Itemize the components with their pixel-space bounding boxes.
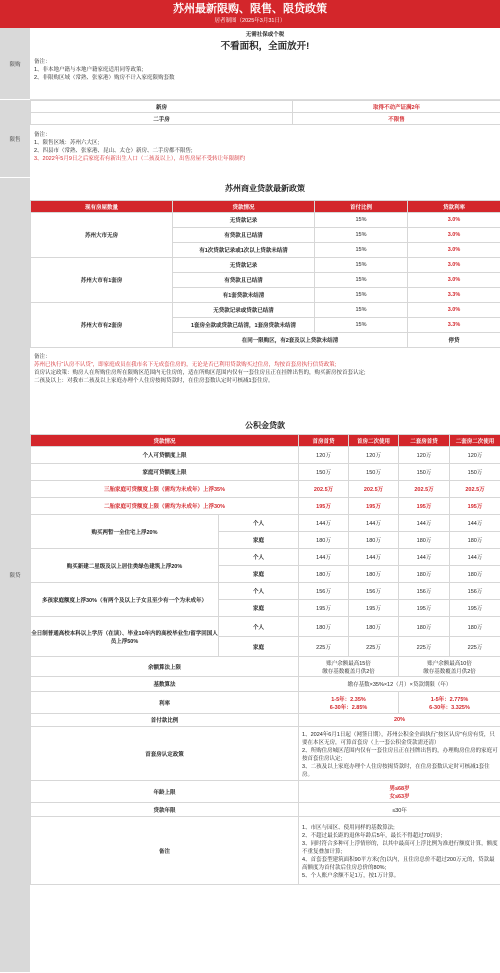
fund-row-label: 备注 [31,817,299,885]
balance-first [299,657,399,677]
table-row [31,617,500,637]
loan-rate: 3.0% [408,228,500,243]
fund-row-label: 首套房认定政策 [31,727,299,781]
fund-cell: 195万 [299,600,349,617]
fund-group-label: 多孩家庭额度上浮30%（有两个及以上子女且至少有一个为未成年） [31,583,219,617]
loan-case: 无贷款记录 [173,213,315,228]
fund-row-label: 二胎家庭可贷额度上限（需均为未成年）上浮30% [31,498,299,515]
age-male: 男≤68岁 [389,785,410,792]
fund-cell: 180万 [299,532,349,549]
fund-cell: 120万 [299,447,349,464]
rate-first-line2: 6-30年：2.85% [329,704,368,711]
fund-cell: 144万 [299,549,349,566]
column-header: 贷款情况 [173,201,315,213]
loan-rate: 3.0% [408,213,500,228]
rate-first [299,692,399,714]
fund-cell: 180万 [349,532,399,549]
first-home-line: 2、所购住房城区范围内仅有一套住房且正在挂牌出售的，办理购房住房的家庭可按首套住房认定; [302,747,498,762]
commercial-loan-section [30,178,500,416]
loan-case: 有1套贷款未结清 [173,288,315,303]
down-payment: 15% [315,303,408,318]
commercial-note: 首房认定政策：购房人在所购住房所在限购区范围内无住房的，适在所购区范围内仅有一套住房且正在挂牌出售的，购买新房按首套认定; [34,370,366,376]
sale-note: 2、四县市（常熟、张家港、昆山、太仓）新房、二手房都不限售; [34,148,193,154]
group-label: 苏州大市无房 [31,213,173,258]
fund-row-label: 贷款年限 [31,803,299,817]
fund-cell: 150万 [450,464,500,481]
table-row [31,113,500,125]
loan-rate: 3.0% [408,303,500,318]
column-header: 贷款情况 [31,435,299,447]
column-header: 首付比例 [315,201,408,213]
age-female: 女≤63岁 [389,793,410,800]
fund-cell: 156万 [349,583,399,600]
category-limit-sell: 限售 [0,100,30,178]
table-row [31,303,500,318]
remark-text [299,817,500,885]
sale-table [30,100,500,125]
sale-label: 新房 [31,101,293,113]
rate-first-line1: 1-5年：2.35% [331,696,366,703]
fund-row-label: 三胎家庭可贷额度上限（需均为未成年）上浮35% [31,481,299,498]
fund-cell: 144万 [399,515,450,532]
category-limit-loan: 限贷 [0,178,30,973]
fund-row-label: 利率 [31,692,299,714]
down-payment: 15% [315,228,408,243]
loan-case: 有贷款且已结清 [173,273,315,288]
table-row [31,481,500,498]
fund-cell: 180万 [349,566,399,583]
purchase-line1: 无需社保或个税 [245,32,285,38]
column-header: 现有房屋数量 [31,201,173,213]
fund-cell: 156万 [399,583,450,600]
sale-note: 备注： [34,132,51,138]
table-row [31,714,500,727]
fund-cell: 202.5万 [299,481,349,498]
fund-cell: 195万 [450,600,500,617]
column-header: 二套房首贷 [399,435,450,447]
fund-cell: 225万 [399,637,450,657]
loan-stop: 停贷 [408,333,500,348]
balance-second-line1: 账户余额最高10倍 [427,660,472,667]
table-row [31,677,500,692]
group-label: 苏州大市有1套房 [31,258,173,303]
sale-note-red: 3、2022年5月9日之后家庭若有新出生人口（二孩及以上），出售房屋不受转让年限制约 [34,156,246,162]
table-row [31,101,500,113]
table-row [31,447,500,464]
table-row [31,657,500,677]
fund-cell: 195万 [399,600,450,617]
fund-row-label: 年龄上限 [31,781,299,803]
fund-row-label: 个人可贷额度上限 [31,447,299,464]
down-value: 20% [299,714,500,727]
commercial-title: 苏州商业贷款最新政策 [225,184,305,193]
rate-second-line2: 6-30年：3.325% [429,704,470,711]
loan-rate: 3.0% [408,243,500,258]
table-row [31,817,500,885]
rate-second [399,692,500,714]
table-row [31,258,500,273]
fund-cell: 120万 [450,447,500,464]
fund-who: 家庭 [219,600,299,617]
purchase-note: 2、非限购区域（常熟、张家港）购房不计入家庭限购套数 [34,75,175,81]
loan-rate: 3.0% [408,258,500,273]
commercial-note: 备注： [34,354,51,360]
age-value [299,781,500,803]
fund-cell: 225万 [450,637,500,657]
fund-group-label: 购买两暂一全住宅上浮20% [31,515,219,549]
down-payment: 15% [315,318,408,333]
down-payment: 15% [315,258,408,273]
fund-cell: 144万 [299,515,349,532]
remark-line: 2、不超过最长距的退休年龄后5年，最长不得超过70周岁; [302,832,443,839]
remark-line: 4、首套套型建筑面积90平方米(含)以内，且住房总价不超过200万元的，贷款最高额度为首付款后住房总价的80%; [302,856,495,871]
remark-line: 1、市区与园区、使用同样的基数算法; [302,824,395,831]
table-header-row [31,435,500,447]
fund-cell: 195万 [399,498,450,515]
loan-case: 1套房全款或贷款已结清，1套房贷款未结清 [173,318,315,333]
remark-line: 3、同时符合多种可上浮情形的，以其中最高可上浮比例为准进行额度计算，额度不重复叠加计算; [302,840,498,855]
balance-second [399,657,500,677]
first-home-line: 3、二孩及以上家庭办理个人住房按揭贷款时，在住房套数认定时可核减1套住房。 [302,763,490,778]
table-row [31,727,500,781]
down-payment: 15% [315,213,408,228]
table-row [31,781,500,803]
fund-cell: 144万 [399,549,450,566]
table-row [31,549,500,566]
rate-second-line1: 1-5年：2.775% [430,696,469,703]
loan-case: 无贷款记录 [173,258,315,273]
fund-cell: 150万 [299,464,349,481]
table-header-row [31,201,500,213]
term-value: ≤30年 [299,803,500,817]
commercial-note: 二孩及以上：对我市二孩及以上家庭办理个人住房按揭贷款时，在住房套数认定时可核减1套住房。 [34,378,274,384]
fund-title: 公积金贷款 [245,421,285,430]
sale-value: 取得不动产证满2年 [293,101,500,113]
loan-case: 在同一限购区，有2套及以上贷款未结清 [173,333,408,348]
fund-cell: 150万 [349,464,399,481]
balance-first-line1: 账户余额最高15倍 [326,660,371,667]
fund-who: 家庭 [219,566,299,583]
fund-cell: 120万 [349,447,399,464]
sale-section [30,100,500,178]
loan-case: 有贷款且已结清 [173,228,315,243]
fund-cell: 180万 [399,617,450,637]
fund-cell: 202.5万 [450,481,500,498]
fund-cell: 156万 [299,583,349,600]
fund-who: 个人 [219,549,299,566]
fund-row-label: 首付款比例 [31,714,299,727]
table-row [31,692,500,714]
fund-cell: 195万 [349,498,399,515]
fund-who: 家庭 [219,532,299,549]
table-row [31,583,500,600]
fund-cell: 180万 [299,617,349,637]
loan-case: 无贷款记录或贷款已结清 [173,303,315,318]
balance-first-line2: 缴存基数覆盖月供2倍 [322,668,375,675]
fund-cell: 195万 [349,600,399,617]
fund-cell: 225万 [299,637,349,657]
table-row [31,498,500,515]
down-payment: 15% [315,288,408,303]
fund-cell: 180万 [450,617,500,637]
header-banner [0,0,500,28]
fund-group-label: 购买新建二星级及以上居住类绿色建筑上浮20% [31,549,219,583]
fund-group-label: 全日制普通高校本科以上学历（在读）、毕业10年内的高校毕业生/留学回国人员上浮50% [31,617,219,657]
table-row [31,803,500,817]
fund-cell: 195万 [299,498,349,515]
column-header: 贷款利率 [408,201,500,213]
fund-table [30,434,500,885]
page-title: 苏州最新限购、限售、限贷政策 [173,3,327,15]
loan-case: 有1次贷款记录或1次以上贷款未结清 [173,243,315,258]
first-home-line: 1、2024年6月1日起（网签日期），苏州公积金全面执行“按区认房”有房有贷，只要在本区无房，可算首套房（上一套公积金贷款需还清） [302,731,495,746]
fund-who: 个人 [219,515,299,532]
balance-second-line2: 缴存基数覆盖月供2倍 [423,668,476,675]
fund-cell: 180万 [450,532,500,549]
page-subtitle: 居者制图（2025年3月31日） [214,18,286,24]
fund-row-label: 基数算法 [31,677,299,692]
commercial-table [30,200,500,348]
first-home-text [299,727,500,781]
fund-section [30,418,500,973]
group-label: 苏州大市有2套房 [31,303,173,348]
fund-cell: 120万 [399,447,450,464]
fund-cell: 195万 [450,498,500,515]
down-payment: 15% [315,273,408,288]
table-row [31,515,500,532]
down-payment: 15% [315,243,408,258]
fund-cell: 144万 [349,515,399,532]
fund-cell: 180万 [399,532,450,549]
fund-cell: 202.5万 [399,481,450,498]
table-row [31,464,500,481]
purchase-note: 备注： [34,59,51,65]
fund-cell: 180万 [299,566,349,583]
loan-rate: 3.3% [408,318,500,333]
sale-note: 1、限售区域：苏州六大区; [34,140,100,146]
fund-who: 个人 [219,617,299,637]
loan-rate: 3.0% [408,273,500,288]
fund-cell: 144万 [450,549,500,566]
purchase-section [30,30,500,100]
purchase-line2: 不看面积，全面放开! [220,41,310,52]
column-header: 首房首贷 [299,435,349,447]
sale-label: 二手房 [31,113,293,125]
commercial-note: 苏州已执行“认房不认贷”，即家庭成员在我市名下无成套住房的，无论是否已利用贷款购买过住房，均按首套房执行信贷政策; [34,362,337,368]
fund-cell: 180万 [399,566,450,583]
fund-cell: 180万 [450,566,500,583]
fund-cell: 180万 [349,617,399,637]
base-formula: 缴存基数×35%×12（月）×贷款期限（年） [299,677,500,692]
table-row [31,213,500,228]
column-header: 二套房二次使用 [450,435,500,447]
fund-cell: 150万 [399,464,450,481]
fund-cell: 225万 [349,637,399,657]
remark-line: 5、个人账户余额不足1万，按1万计算。 [302,872,400,879]
loan-rate: 3.3% [408,288,500,303]
fund-cell: 144万 [349,549,399,566]
fund-who: 家庭 [219,637,299,657]
fund-who: 个人 [219,583,299,600]
fund-cell: 144万 [450,515,500,532]
fund-row-label: 余额算法上限 [31,657,299,677]
column-header: 首房二次使用 [349,435,399,447]
sale-value: 不限售 [293,113,500,125]
fund-row-label: 家庭可贷额度上限 [31,464,299,481]
purchase-note: 1、非本地户籍与本地户籍家庭适用同等政策; [34,67,144,73]
fund-cell: 156万 [450,583,500,600]
fund-cell: 202.5万 [349,481,399,498]
category-limit-buy: 限购 [0,28,30,100]
